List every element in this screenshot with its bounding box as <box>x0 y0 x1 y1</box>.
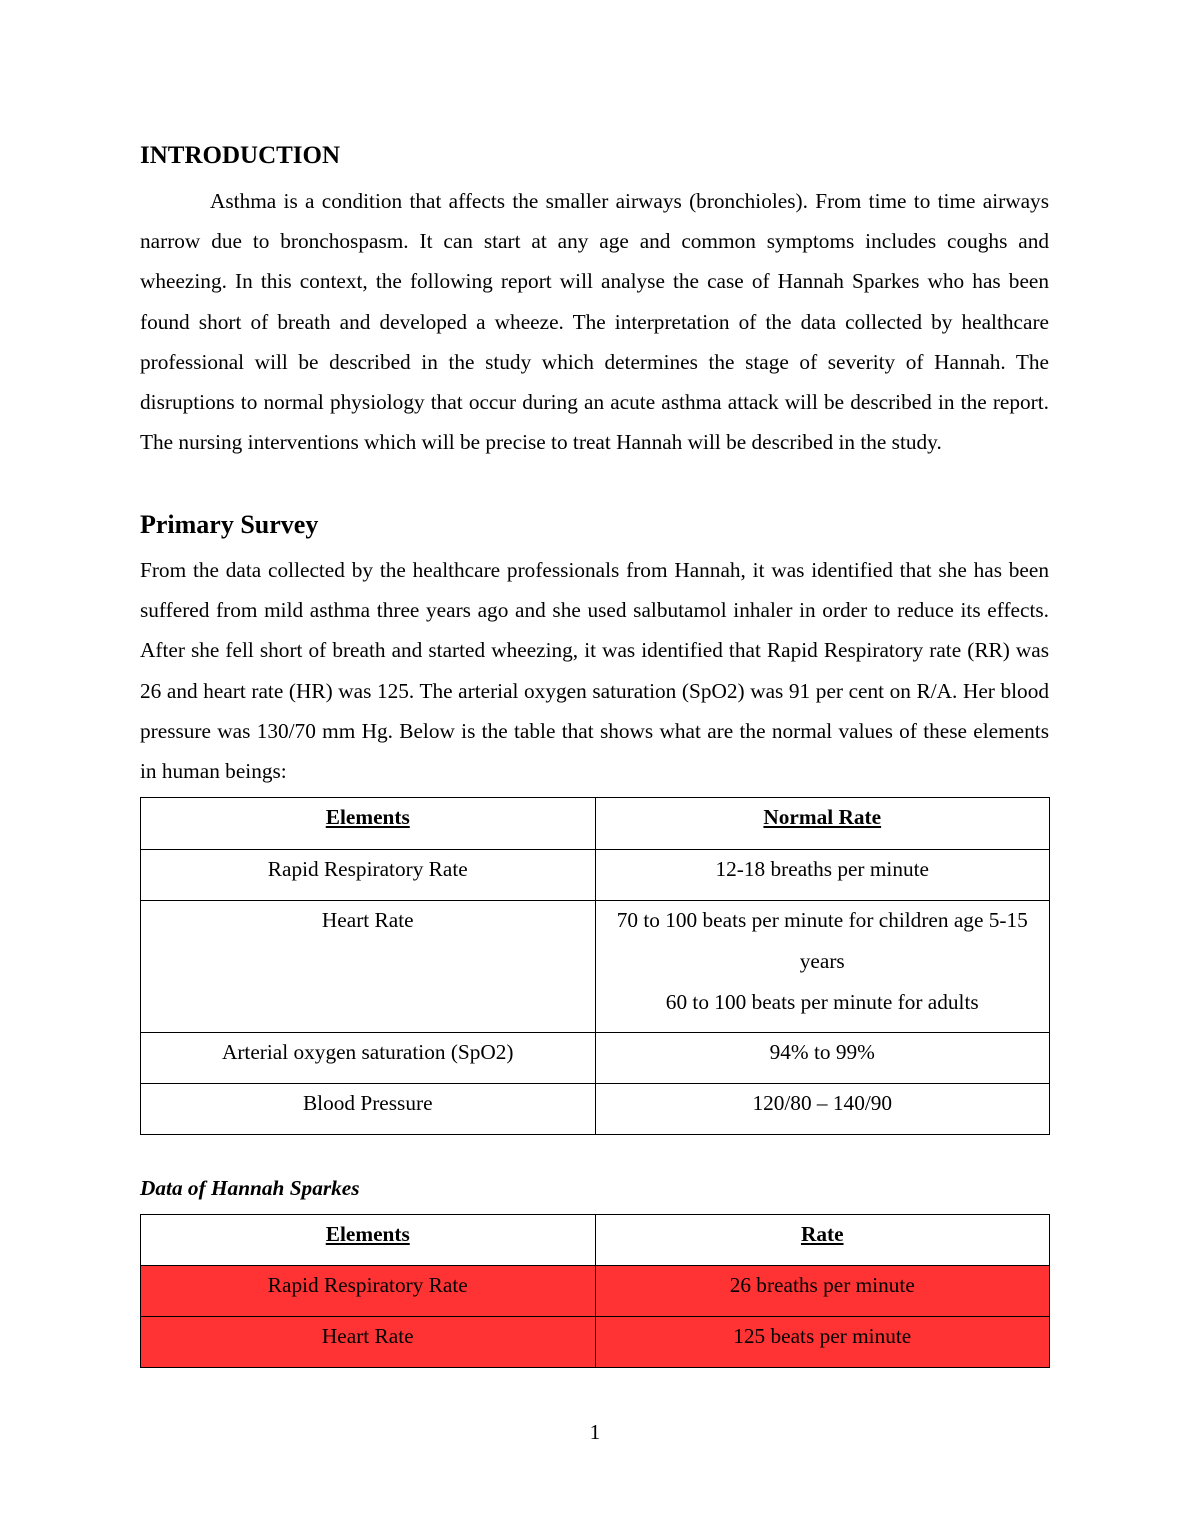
column-header-normal-rate: Normal Rate <box>595 798 1050 850</box>
normal-values-table <box>140 797 1050 1135</box>
hannah-data-table <box>140 1214 1050 1368</box>
table-row <box>141 1266 1050 1317</box>
table-cell-element: Rapid Respiratory Rate <box>141 850 596 901</box>
heart-rate-adults-value: 60 to 100 beats per minute for adults <box>665 990 979 1014</box>
table-cell-element: Heart Rate <box>141 901 596 1033</box>
column-header-elements: Elements <box>141 1215 596 1266</box>
table-cell-value <box>595 901 1050 1033</box>
page-number: 1 <box>589 1420 601 1444</box>
table-header-row <box>141 1215 1050 1266</box>
column-header-elements: Elements <box>141 798 596 850</box>
primary-survey-paragraph: From the data collected by the healthcare professionals from Hannah, it was identified that she has been suffered from mild asthma three years ago and she used salbutamol inhaler in order to reduce its effects. After she fell short of breath and started wheezing, it was identified that Rapid Respiratory rate (RR) was 26 and heart rate (HR) was 125. The arterial oxygen saturation (SpO2) was 91 per cent on R/A. Her blood pressure was 130/70 mm Hg. Below is the table that shows what are the normal values of these elements in human beings: <box>140 558 1049 784</box>
hannah-table-caption: Data of Hannah Sparkes <box>140 1176 360 1200</box>
table-cell-value: 94% to 99% <box>595 1033 1050 1084</box>
table-cell-value: 125 beats per minute <box>595 1317 1050 1368</box>
table-cell-element: Arterial oxygen saturation (SpO2) <box>141 1033 596 1084</box>
introduction-heading: INTRODUCTION <box>140 142 341 169</box>
table-cell-element: Heart Rate <box>141 1317 596 1368</box>
primary-survey-heading: Primary Survey <box>140 510 319 539</box>
column-header-rate: Rate <box>595 1215 1050 1266</box>
introduction-paragraph: Asthma is a condition that affects the smaller airways (bronchioles). From time to time airways narrow due to bronchospasm. It can start at any age and common symptoms includes coughs and wheezing. In this context, the following report will analyse the case of Hannah Sparkes who has been found short of breath and developed a wheeze. The interpretation of the data collected by healthcare professional will be described in the study which determines the stage of severity of Hannah. The disruptions to normal physiology that occur during an acute asthma attack will be described in the report. The nursing interventions which will be precise to treat Hannah will be described in the study. <box>140 189 1049 455</box>
table-cell-value: 26 breaths per minute <box>595 1266 1050 1317</box>
table-row <box>141 1084 1050 1135</box>
table-row <box>141 1033 1050 1084</box>
heart-rate-children-value: 70 to 100 beats per minute for children age 5-15 years <box>616 908 1028 973</box>
table-row <box>141 850 1050 901</box>
table-cell-element: Rapid Respiratory Rate <box>141 1266 596 1317</box>
table-cell-value: 120/80 – 140/90 <box>595 1084 1050 1135</box>
table-row <box>141 1317 1050 1368</box>
table-row <box>141 901 1050 1033</box>
table-header-row <box>141 798 1050 850</box>
table-cell-value: 12-18 breaths per minute <box>595 850 1050 901</box>
table-cell-element: Blood Pressure <box>141 1084 596 1135</box>
